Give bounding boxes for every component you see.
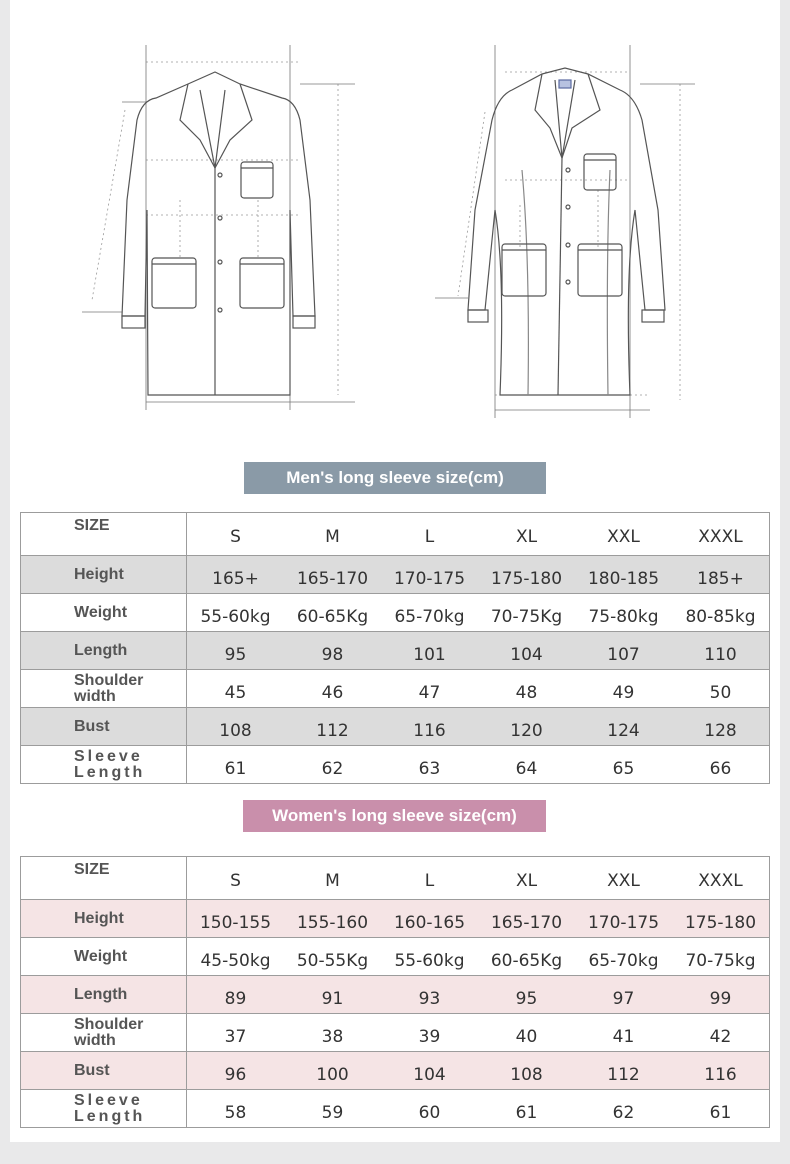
table-cell: 61: [709, 1102, 732, 1123]
table-cell: 80-85kg: [685, 606, 756, 627]
womens-size-title: Women's long sleeve size(cm): [243, 800, 546, 832]
size-header: L: [424, 871, 435, 891]
table-cell: 170-175: [393, 568, 466, 589]
size-header: XL: [515, 527, 538, 547]
table-cell: 50: [709, 682, 732, 703]
row-label: Height: [21, 556, 187, 594]
mens-size-table: [20, 512, 770, 784]
table-cell: 89: [224, 988, 247, 1009]
table-cell: 70-75Kg: [490, 606, 563, 627]
coat-illustrations: [10, 0, 780, 450]
size-header-label: SIZE: [21, 513, 187, 556]
size-header: S: [230, 871, 241, 891]
table-header-row: [21, 513, 770, 556]
row-label: Sleeve Length: [21, 1090, 187, 1128]
table-cell: 185+: [697, 568, 744, 589]
table-cell: 58: [224, 1102, 247, 1123]
table-cell: 98: [321, 644, 344, 665]
table-cell: 55-60kg: [394, 950, 465, 971]
table-cell: 46: [321, 682, 344, 703]
table-header-row: [21, 857, 770, 900]
table-cell: 61: [224, 758, 247, 779]
table-cell: 180-185: [587, 568, 660, 589]
row-label: Bust: [21, 708, 187, 746]
table-cell: 39: [418, 1026, 441, 1047]
table-cell: 165-170: [490, 912, 563, 933]
size-header: XXL: [607, 527, 640, 547]
table-cell: 165+: [212, 568, 259, 589]
table-row: [21, 1014, 770, 1052]
row-label: Shoulder width: [21, 670, 187, 708]
size-chart-sheet: [10, 0, 780, 1142]
table-cell: 95: [515, 988, 538, 1009]
table-cell: 40: [515, 1026, 538, 1047]
table-cell: 124: [607, 720, 640, 741]
table-cell: 99: [709, 988, 732, 1009]
table-cell: 91: [321, 988, 344, 1009]
table-cell: 101: [413, 644, 446, 665]
table-cell: 93: [418, 988, 441, 1009]
table-cell: 45: [224, 682, 247, 703]
size-header: M: [325, 527, 340, 547]
table-row: [21, 900, 770, 938]
table-cell: 107: [607, 644, 640, 665]
table-cell: 155-160: [296, 912, 369, 933]
table-row: [21, 708, 770, 746]
table-cell: 110: [704, 644, 737, 665]
table-row: [21, 670, 770, 708]
table-cell: 100: [316, 1064, 349, 1085]
table-cell: 160-165: [393, 912, 466, 933]
table-cell: 62: [612, 1102, 635, 1123]
table-cell: 108: [219, 720, 252, 741]
row-label: Bust: [21, 1052, 187, 1090]
table-cell: 65-70kg: [394, 606, 465, 627]
table-cell: 108: [510, 1064, 543, 1085]
table-cell: 65-70kg: [588, 950, 659, 971]
table-cell: 60-65Kg: [490, 950, 563, 971]
table-cell: 175-180: [684, 912, 757, 933]
table-cell: 41: [612, 1026, 635, 1047]
table-cell: 116: [704, 1064, 737, 1085]
table-row: [21, 746, 770, 784]
table-cell: 112: [316, 720, 349, 741]
size-header: XL: [515, 871, 538, 891]
table-cell: 96: [224, 1064, 247, 1085]
table-cell: 47: [418, 682, 441, 703]
table-row: [21, 632, 770, 670]
table-cell: 48: [515, 682, 538, 703]
table-cell: 104: [413, 1064, 446, 1085]
table-cell: 61: [515, 1102, 538, 1123]
table-row: [21, 1090, 770, 1128]
table-cell: 37: [224, 1026, 247, 1047]
table-cell: 112: [607, 1064, 640, 1085]
table-cell: 59: [321, 1102, 344, 1123]
mens-size-title: Men's long sleeve size(cm): [244, 462, 546, 494]
table-cell: 75-80kg: [588, 606, 659, 627]
table-cell: 60: [418, 1102, 441, 1123]
table-cell: 128: [704, 720, 737, 741]
row-label: Weight: [21, 938, 187, 976]
womens-coat-drawing: [435, 45, 695, 418]
table-row: [21, 938, 770, 976]
size-header: S: [230, 527, 241, 547]
table-cell: 165-170: [296, 568, 369, 589]
table-cell: 60-65Kg: [296, 606, 369, 627]
table-cell: 45-50kg: [200, 950, 271, 971]
row-label: Shoulder width: [21, 1014, 187, 1052]
size-header: XXL: [607, 871, 640, 891]
row-label: Sleeve Length: [21, 746, 187, 784]
row-label: Length: [21, 976, 187, 1014]
table-cell: 175-180: [490, 568, 563, 589]
table-cell: 104: [510, 644, 543, 665]
size-header: XXXL: [698, 871, 743, 891]
size-header: XXXL: [698, 527, 743, 547]
table-cell: 150-155: [199, 912, 272, 933]
table-row: [21, 1052, 770, 1090]
table-row: [21, 594, 770, 632]
table-cell: 55-60kg: [200, 606, 271, 627]
table-cell: 66: [709, 758, 732, 779]
table-row: [21, 976, 770, 1014]
table-row: [21, 556, 770, 594]
table-cell: 49: [612, 682, 635, 703]
table-cell: 42: [709, 1026, 732, 1047]
table-cell: 70-75kg: [685, 950, 756, 971]
table-cell: 170-175: [587, 912, 660, 933]
womens-size-table: [20, 856, 770, 1128]
table-cell: 64: [515, 758, 538, 779]
table-cell: 38: [321, 1026, 344, 1047]
size-header-label: SIZE: [21, 857, 187, 900]
row-label: Length: [21, 632, 187, 670]
row-label: Weight: [21, 594, 187, 632]
row-label: Height: [21, 900, 187, 938]
table-cell: 120: [510, 720, 543, 741]
table-cell: 63: [418, 758, 441, 779]
table-cell: 62: [321, 758, 344, 779]
table-cell: 97: [612, 988, 635, 1009]
size-header: M: [325, 871, 340, 891]
table-cell: 116: [413, 720, 446, 741]
mens-coat-drawing: [82, 45, 355, 410]
table-cell: 50-55Kg: [296, 950, 369, 971]
size-header: L: [424, 527, 435, 547]
table-cell: 95: [224, 644, 247, 665]
table-cell: 65: [612, 758, 635, 779]
